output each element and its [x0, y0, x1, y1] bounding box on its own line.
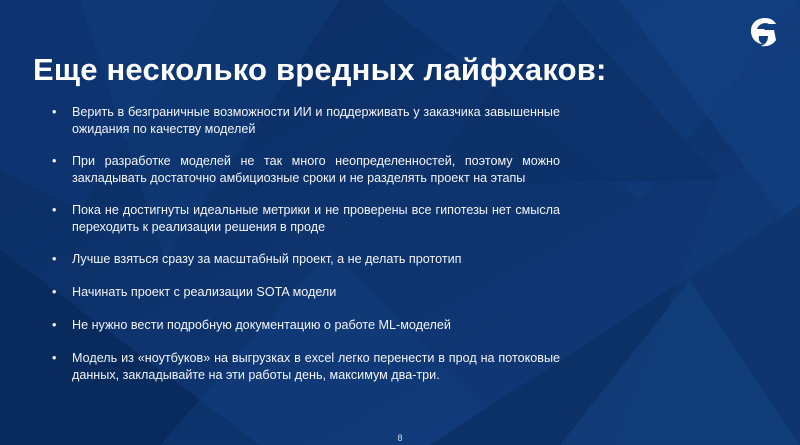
page-number: 8 [397, 433, 403, 443]
bullet-item-6: • Не нужно вести подробную документацию о работе ML-моделей [52, 317, 560, 334]
bullet-item-1: • Верить в безграничные возможности ИИ и поддерживать у заказчика завышенные ожидания по качеству моделей [52, 104, 560, 138]
bullet-item-4: • Лучше взяться сразу за масштабный проект, а не делать прототип [52, 251, 560, 268]
slide-title: Еще несколько вредных лайфхаков: [33, 52, 607, 87]
bullet-list [52, 104, 560, 384]
bullet-item-3: • Пока не достигнуты идеальные метрики и не проверены все гипотезы нет смысла переходить к реализации решения в проде [52, 202, 560, 236]
company-logo-icon [743, 12, 781, 50]
bullet-item-5: • Начинать проект с реализации SOTA модели [52, 284, 560, 301]
bullet-item-7: • Модель из «ноутбуков» на выгрузках в excel легко перенести в прод на потоковые данных, закладывайте на эти работы день, максимум два-три. [52, 350, 560, 384]
bullet-item-2: • При разработке моделей не так много неопределенностей, поэтому можно закладывать достаточно амбициозные сроки и не разделять проект на этапы [52, 153, 560, 187]
